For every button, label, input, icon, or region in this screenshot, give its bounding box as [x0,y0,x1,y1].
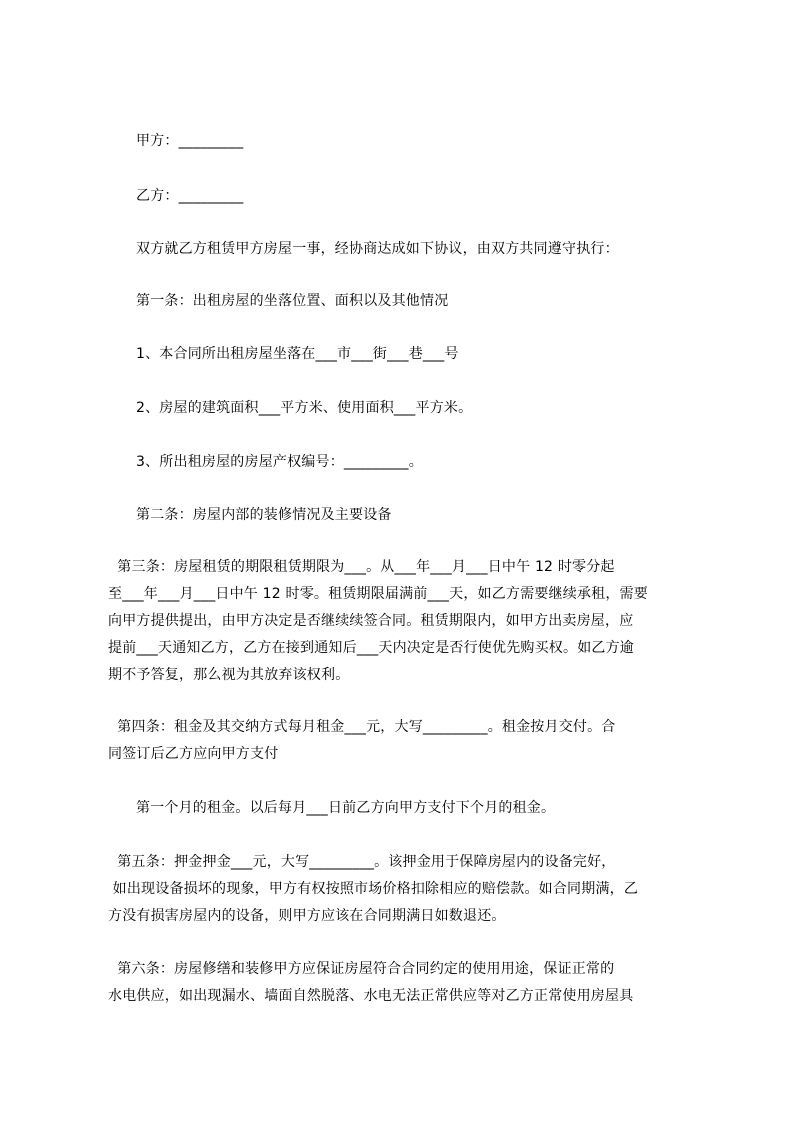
article-1-item-3: 3、所出租房屋的房屋产权编号：_________。 [136,454,423,470]
article-6-line: 第六条：房屋修缮和装修甲方应保证房屋符合合同约定的使用用途，保证正常的 [108,961,615,977]
article-2-title: 第二条：房屋内部的装修情况及主要设备 [136,507,392,523]
party-b-line: 乙方：_________ [136,188,244,204]
article-5-line: 如出现设备损坏的现象，甲方有权按照市场价格扣除相应的赔偿款。如合同期满，乙 [108,881,639,897]
article-5-line: 方没有损害房屋内的设备，则甲方应该在合同期满日如数退还。 [108,908,506,924]
article-3-line: 第三条：房屋租赁的期限租赁期限为___。从___年___月___日中午 12 时零分起 [108,559,615,575]
article-4-line: 同签订后乙方应向甲方支付 [108,746,279,762]
article-1-item-2: 2、房屋的建筑面积___平方米、使用面积___平方米。 [136,400,473,416]
intro-paragraph: 双方就乙方租赁甲方房屋一事，经协商达成如下协议，由双方共同遵守执行： [136,241,619,257]
article-4-line: 第四条：租金及其交纳方式每月租金___元，大写_________。租金按月交付。合 [108,719,616,735]
article-6-line: 水电供应，如出现漏水、墙面自然脱落、水电无法正常供应等对乙方正常使用房屋具 [108,988,634,1004]
article-3-line: 期不予答复，那么视为其放弃该权利。 [108,667,350,683]
article-3-line: 提前___天通知乙方，乙方在接到通知后___天内决定是否行使优先购买权。如乙方逾 [108,640,634,656]
article-6-paragraph [108,956,698,1010]
article-5-paragraph [108,849,698,930]
article-5-line: 第五条：押金押金___元，大写_________。该押金用于保障房屋内的设备完好， [108,854,616,870]
article-3-line: 至___年___月___日中午 12 时零。租赁期限届满前___天，如乙方需要继续承租，需要 [108,586,648,602]
article-4-continuation: 第一个月的租金。以后每月___日前乙方向甲方支付下个月的租金。 [136,800,556,816]
party-a-line: 甲方：_________ [136,133,244,149]
article-4-paragraph [108,714,698,768]
article-3-line: 向甲方提供提出，由甲方决定是否继续续签合同。租赁期限内，如甲方出卖房屋，应 [108,613,634,629]
article-1-title: 第一条：出租房屋的坐落位置、面积以及其他情况 [136,293,449,309]
article-1-item-1: 1、本合同所出租房屋坐落在___市___街___巷___号 [136,346,459,362]
article-3-paragraph [108,554,698,689]
